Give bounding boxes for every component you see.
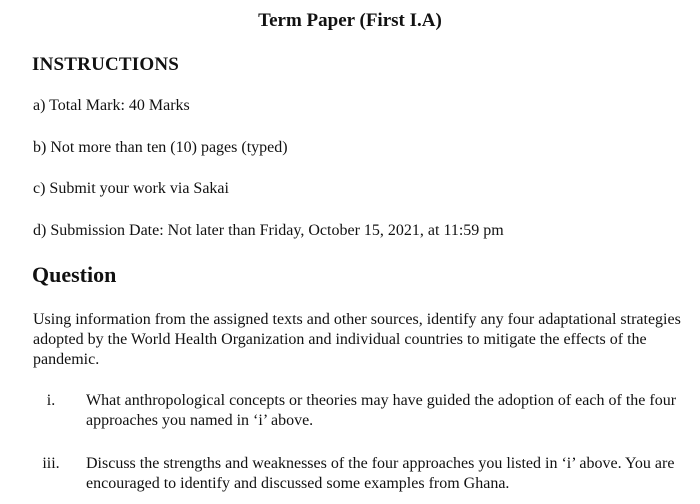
- instruction-page-limit: b) Not more than ten (10) pages (typed): [33, 139, 288, 156]
- instructions-heading: INSTRUCTIONS: [32, 54, 180, 75]
- sub-question-text: What anthropological concepts or theories may have guided the adoption of each of the four approaches you named in ‘i’ above.: [86, 392, 677, 429]
- instruction-submission-date: d) Submission Date: Not later than Friday, October 15, 2021, at 11:59 pm: [33, 222, 504, 239]
- sub-question-text: Discuss the strengths and weaknesses of the four approaches you listed in ‘i’ above. You are encouraged to identify and discussed some examples from Ghana.: [86, 455, 675, 492]
- question-heading: Question: [32, 262, 117, 287]
- instruction-submission-method: c) Submit your work via Sakai: [33, 180, 229, 197]
- sub-question-number: iii.: [42, 455, 60, 472]
- question-text: Using information from the assigned texts and other sources, identify any four adaptational strategies adopted by the World Health Organization and individual countries to mitigate the effects of the pandemic.: [33, 311, 681, 368]
- document-title: Term Paper (First I.A): [258, 10, 442, 31]
- sub-question-number: i.: [46, 392, 56, 409]
- instruction-total-mark: a) Total Mark: 40 Marks: [33, 97, 190, 114]
